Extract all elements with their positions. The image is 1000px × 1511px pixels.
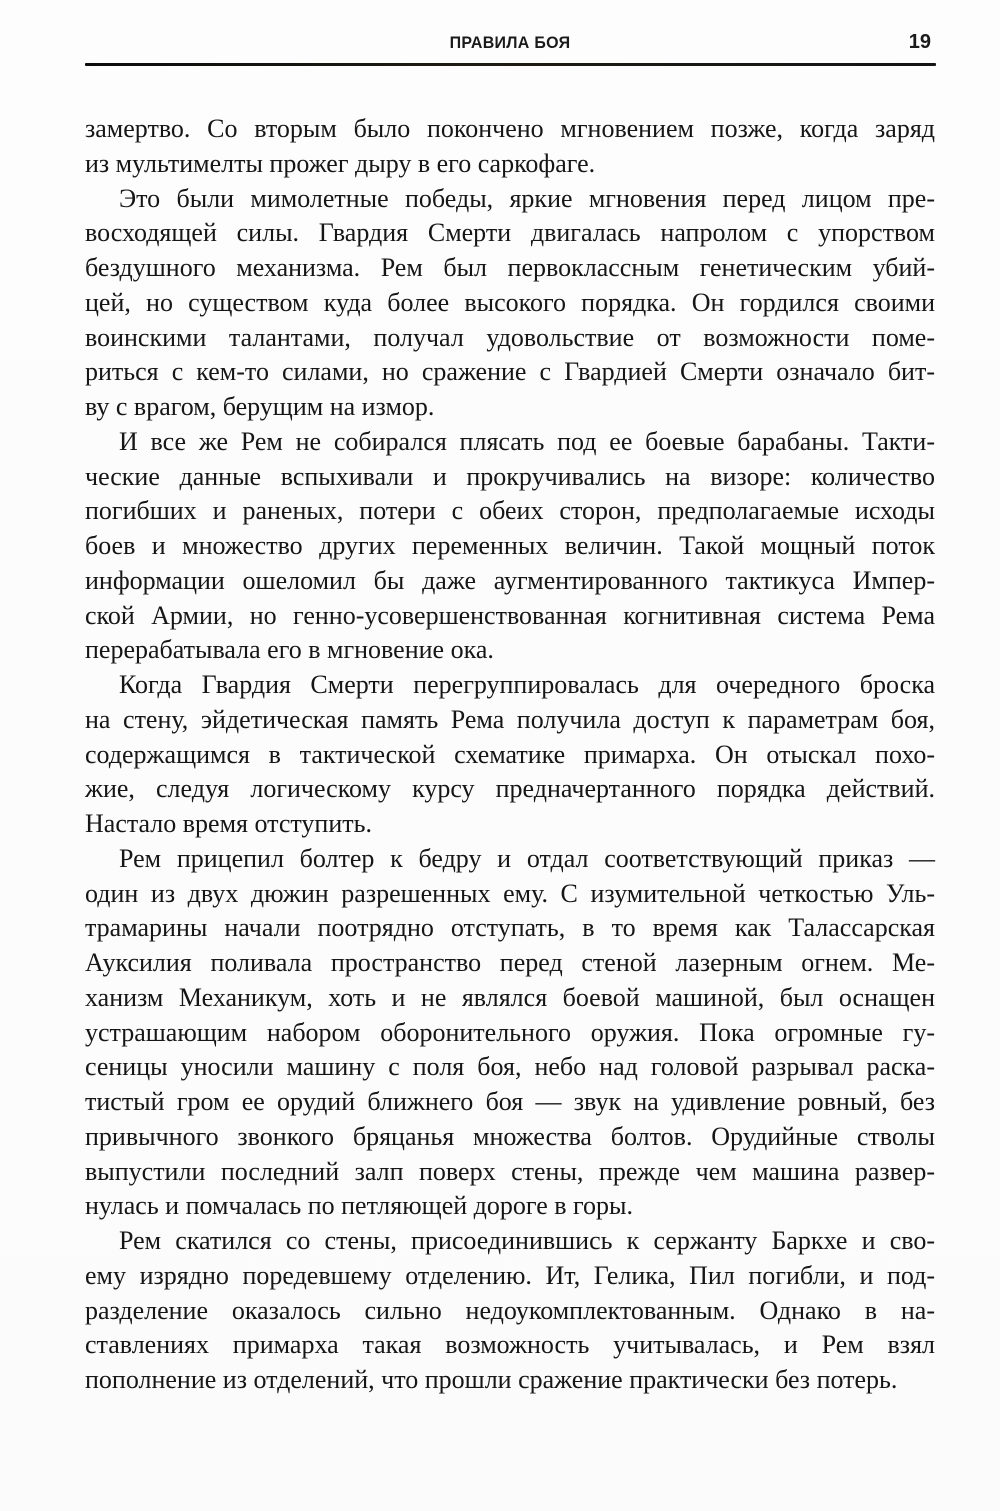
text-line: замертво. Со вторым было покончено мгновением позже, когда заряд bbox=[85, 114, 935, 143]
text-line: Это были мимолетные победы, яркие мгновения перед лицом пре- bbox=[119, 183, 935, 213]
text-line: восходящей силы. Гвардия Смерти двигалась напролом с упорством bbox=[85, 218, 935, 248]
text-line: ему изрядно поредевшему отделению. Ит, Гелика, Пил погибли, и под- bbox=[85, 1260, 935, 1290]
paragraph bbox=[85, 425, 935, 668]
text-line: информации ошеломил бы даже аугментированного тактикуса Импер- bbox=[85, 565, 935, 595]
text-line: бездушного механизма. Рем был первоклассным генетическим убий- bbox=[85, 253, 935, 282]
text-line: ческие данные вспыхивали и прокручивались на визоре: количество bbox=[85, 461, 935, 491]
text-line: погибших и раненых, потери с обеих сторон, предполагаемые исходы bbox=[85, 496, 935, 526]
text-line: И все же Рем не собирался плясать под ее боевые барабаны. Такти- bbox=[119, 426, 935, 456]
paragraph bbox=[85, 182, 935, 425]
text-line: ву с врагом, берущим на измор. bbox=[85, 392, 435, 421]
text-line: на стену, эйдетическая память Рема получила доступ к параметрам боя, bbox=[85, 704, 935, 734]
text-line: сеницы уносили машину с поля боя, небо над головой разрывал раска- bbox=[85, 1052, 935, 1082]
paragraph bbox=[85, 668, 935, 842]
paragraph bbox=[85, 1224, 935, 1398]
page-header bbox=[85, 33, 935, 57]
text-line: один из двух дюжин разрешенных ему. С изумительной четкостью Уль- bbox=[85, 878, 935, 908]
text-line: привычного звонкого бряцанья множества болтов. Орудийные стволы bbox=[85, 1121, 935, 1151]
text-line: содержащимся в тактической схематике примарха. Он отыскал похо- bbox=[85, 739, 935, 769]
page-number: 19 bbox=[908, 31, 931, 53]
text-line: Настало время отступить. bbox=[85, 809, 372, 838]
text-line: устрашающим набором оборонительного оружия. Пока огромные гу- bbox=[85, 1017, 935, 1047]
text-line: Ауксилия поливала пространство перед стеной лазерным огнем. Ме- bbox=[85, 948, 935, 977]
text-line: разделение оказалось сильно недоукомплектованным. Однако в на- bbox=[85, 1295, 935, 1325]
text-line: тистый гром ее орудий ближнего боя — звук на удивление ровный, без bbox=[85, 1087, 935, 1116]
paragraph bbox=[85, 842, 935, 1224]
text-line: трамарины начали поотрядно отступать, в то время как Талассарская bbox=[85, 913, 935, 943]
text-line: нулась и помчалась по петляющей дороге в горы. bbox=[85, 1191, 633, 1221]
text-line: жие, следуя логическому курсу предначертанного порядка действий. bbox=[85, 774, 935, 804]
text-line: Рем скатился со стены, присоединившись к сержанту Баркхе и сво- bbox=[119, 1226, 935, 1255]
paragraph bbox=[85, 112, 935, 182]
text-line: Рем прицепил болтер к бедру и отдал соответствующий приказ — bbox=[119, 843, 935, 873]
header-rule bbox=[85, 63, 936, 66]
text-line: цей, но существом куда более высокого порядка. Он гордился своими bbox=[85, 287, 935, 317]
text-line: Когда Гвардия Смерти перегруппировалась для очередного броска bbox=[119, 670, 935, 699]
running-title: ПРАВИЛА БОЯ bbox=[449, 33, 571, 52]
text-line: риться с кем-то силами, но сражение с Гвардией Смерти означало бит- bbox=[85, 357, 935, 387]
text-line: ханизм Механикум, хоть и не являлся боевой машиной, был оснащен bbox=[85, 982, 935, 1012]
text-content bbox=[85, 112, 935, 1398]
text-line: перерабатывала его в мгновение ока. bbox=[85, 635, 494, 665]
text-line: пополнение из отделений, что прошли сражение практически без потерь. bbox=[85, 1365, 898, 1394]
text-line: из мультимелты прожег дыру в его саркофаге. bbox=[85, 148, 596, 178]
text-line: ставлениях примарха такая возможность учитывалась, и Рем взял bbox=[85, 1330, 935, 1360]
text-line: ской Армии, но генно-усовершенствованная когнитивная система Рема bbox=[85, 600, 935, 630]
text-line: выпустили последний залп поверх стены, прежде чем машина развер- bbox=[85, 1156, 935, 1186]
text-line: боев и множество других переменных величин. Такой мощный поток bbox=[85, 531, 935, 560]
text-line: воинскими талантами, получал удовольствие от возможности поме- bbox=[85, 322, 935, 352]
